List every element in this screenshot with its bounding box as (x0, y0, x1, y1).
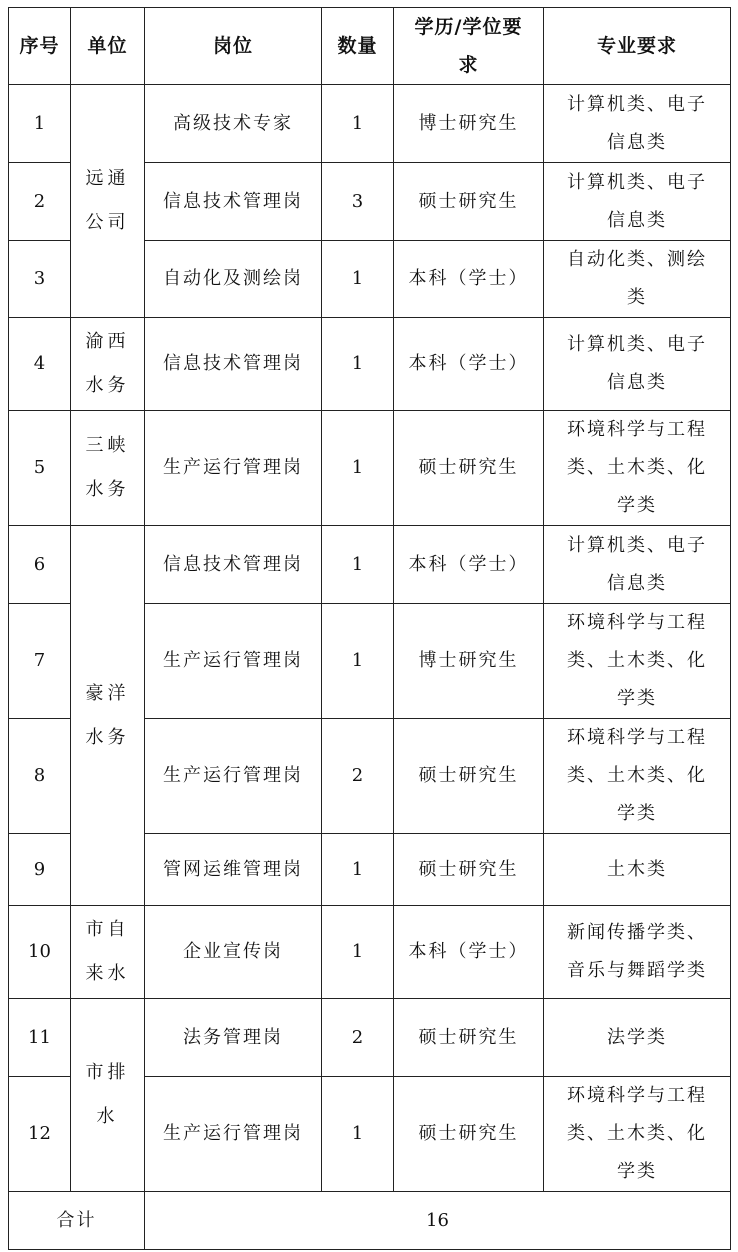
row-major: 新闻传播学类、音乐与舞蹈学类 (544, 906, 731, 999)
header-count: 数量 (322, 8, 394, 85)
table-row (9, 85, 731, 163)
total-value: 16 (145, 1192, 731, 1250)
row-education: 硕士研究生 (394, 163, 544, 241)
row-position: 生产运行管理岗 (145, 1077, 322, 1192)
row-position: 信息技术管理岗 (145, 318, 322, 411)
row-major: 计算机类、电子信息类 (544, 163, 731, 241)
row-major: 计算机类、电子信息类 (544, 318, 731, 411)
row-position: 生产运行管理岗 (145, 719, 322, 834)
row-count: 1 (322, 411, 394, 526)
row-no: 9 (9, 834, 71, 906)
row-education: 硕士研究生 (394, 1077, 544, 1192)
row-position: 管网运维管理岗 (145, 834, 322, 906)
row-no: 7 (9, 604, 71, 719)
table-row (9, 318, 731, 411)
row-position: 信息技术管理岗 (145, 526, 322, 604)
header-unit: 单位 (71, 8, 145, 85)
row-major: 环境科学与工程类、土木类、化学类 (544, 411, 731, 526)
row-major: 自动化类、测绘类 (544, 241, 731, 318)
row-position: 自动化及测绘岗 (145, 241, 322, 318)
unit-cell: 三峡水务 (71, 411, 145, 526)
table-row (9, 526, 731, 604)
row-count: 2 (322, 719, 394, 834)
table-row (9, 411, 731, 526)
row-education: 本科（学士） (394, 241, 544, 318)
row-no: 8 (9, 719, 71, 834)
row-count: 1 (322, 241, 394, 318)
row-no: 12 (9, 1077, 71, 1192)
row-count: 1 (322, 604, 394, 719)
row-no: 6 (9, 526, 71, 604)
row-position: 生产运行管理岗 (145, 411, 322, 526)
header-position: 岗位 (145, 8, 322, 85)
row-education: 博士研究生 (394, 604, 544, 719)
row-count: 3 (322, 163, 394, 241)
row-education: 硕士研究生 (394, 834, 544, 906)
header-row (9, 8, 731, 85)
table-row (9, 906, 731, 999)
row-major: 计算机类、电子信息类 (544, 85, 731, 163)
row-position: 信息技术管理岗 (145, 163, 322, 241)
unit-cell: 豪洋水务 (71, 526, 145, 906)
unit-cell: 渝西水务 (71, 318, 145, 411)
row-no: 5 (9, 411, 71, 526)
row-no: 2 (9, 163, 71, 241)
unit-cell: 市排水 (71, 999, 145, 1192)
row-major: 土木类 (544, 834, 731, 906)
row-major: 环境科学与工程类、土木类、化学类 (544, 1077, 731, 1192)
row-no: 11 (9, 999, 71, 1077)
row-major: 计算机类、电子信息类 (544, 526, 731, 604)
row-position: 高级技术专家 (145, 85, 322, 163)
row-count: 1 (322, 834, 394, 906)
row-education: 本科（学士） (394, 318, 544, 411)
row-count: 1 (322, 1077, 394, 1192)
row-education: 硕士研究生 (394, 411, 544, 526)
row-position: 企业宣传岗 (145, 906, 322, 999)
row-education: 硕士研究生 (394, 719, 544, 834)
header-education: 学历/学位要求 (394, 8, 544, 85)
unit-cell: 市自来水 (71, 906, 145, 999)
row-education: 博士研究生 (394, 85, 544, 163)
row-count: 1 (322, 906, 394, 999)
total-label: 合计 (9, 1192, 145, 1250)
header-major: 专业要求 (544, 8, 731, 85)
row-no: 4 (9, 318, 71, 411)
row-count: 1 (322, 318, 394, 411)
total-row (9, 1192, 731, 1250)
row-position: 法务管理岗 (145, 999, 322, 1077)
row-education: 本科（学士） (394, 526, 544, 604)
row-education: 本科（学士） (394, 906, 544, 999)
row-count: 1 (322, 85, 394, 163)
row-count: 2 (322, 999, 394, 1077)
unit-cell: 远通公司 (71, 85, 145, 318)
row-no: 3 (9, 241, 71, 318)
row-position: 生产运行管理岗 (145, 604, 322, 719)
row-no: 1 (9, 85, 71, 163)
header-no: 序号 (9, 8, 71, 85)
row-no: 10 (9, 906, 71, 999)
row-major: 环境科学与工程类、土木类、化学类 (544, 719, 731, 834)
row-education: 硕士研究生 (394, 999, 544, 1077)
row-count: 1 (322, 526, 394, 604)
recruitment-table (8, 7, 731, 1250)
table-row (9, 999, 731, 1077)
row-major: 法学类 (544, 999, 731, 1077)
row-major: 环境科学与工程类、土木类、化学类 (544, 604, 731, 719)
